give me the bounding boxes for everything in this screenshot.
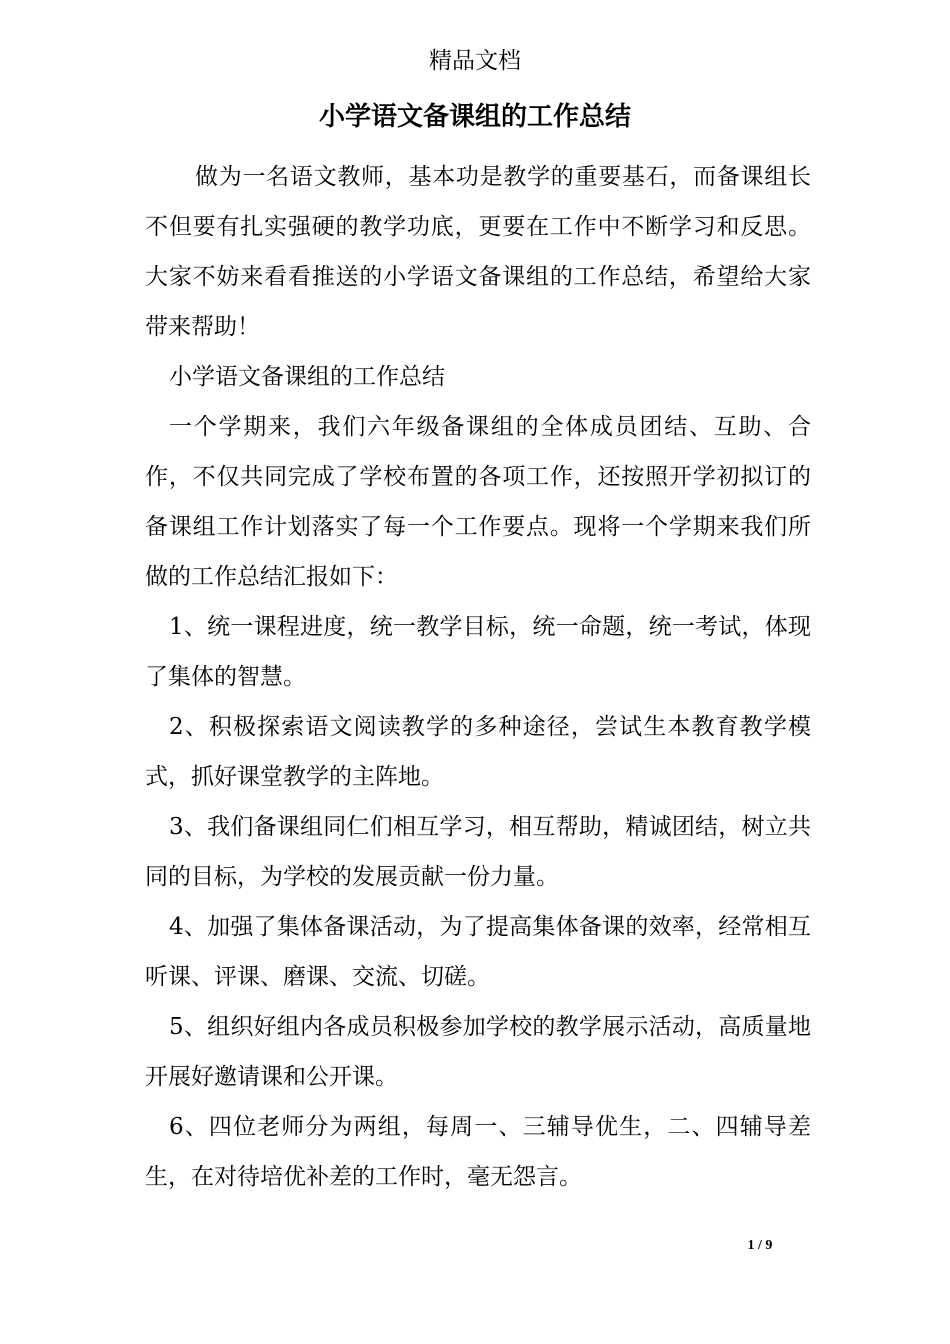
body-paragraph: 一个学期来，我们六年级备课组的全体成员团结、互助、合作，不仅共同完成了学校布置的各项工作，还按照开学初拟订的备课组工作计划落实了每一个工作要点。现将一个学期来我们所做的工作总结汇报如下： [145, 414, 811, 590]
list-item-6: 6、四位老师分为两组，每周一、三辅导优生，二、四辅导差生，在对待培优补差的工作时，毫无怨言。 [145, 1114, 811, 1190]
list-item-3: 3、我们备课组同仁们相互学习，相互帮助，精诚团结，树立共同的目标，为学校的发展贡献一份力量。 [145, 814, 811, 890]
section-heading: 小学语文备课组的工作总结 [169, 364, 445, 390]
list-item-1: 1、统一课程进度，统一教学目标，统一命题，统一考试，体现了集体的智慧。 [145, 614, 811, 690]
document-body [145, 152, 811, 1202]
document-title: 小学语文备课组的工作总结 [318, 102, 631, 132]
page-header: 精品文档 [429, 48, 521, 74]
list-item-2: 2、积极探索语文阅读教学的多种途径，尝试生本教育教学模式，抓好课堂教学的主阵地。 [145, 714, 811, 790]
list-item-5: 5、组织好组内各成员积极参加学校的教学展示活动，高质量地开展好邀请课和公开课。 [145, 1014, 811, 1090]
page-number: 1 / 9 [747, 1238, 773, 1253]
intro-paragraph: 做为一名语文教师，基本功是教学的重要基石，而备课组长不但要有扎实强硬的教学功底，更要在工作中不断学习和反思。大家不妨来看看推送的小学语文备课组的工作总结，希望给大家带来帮助！ [145, 164, 811, 340]
list-item-4: 4、加强了集体备课活动，为了提高集体备课的效率，经常相互听课、评课、磨课、交流、切磋。 [145, 914, 811, 990]
